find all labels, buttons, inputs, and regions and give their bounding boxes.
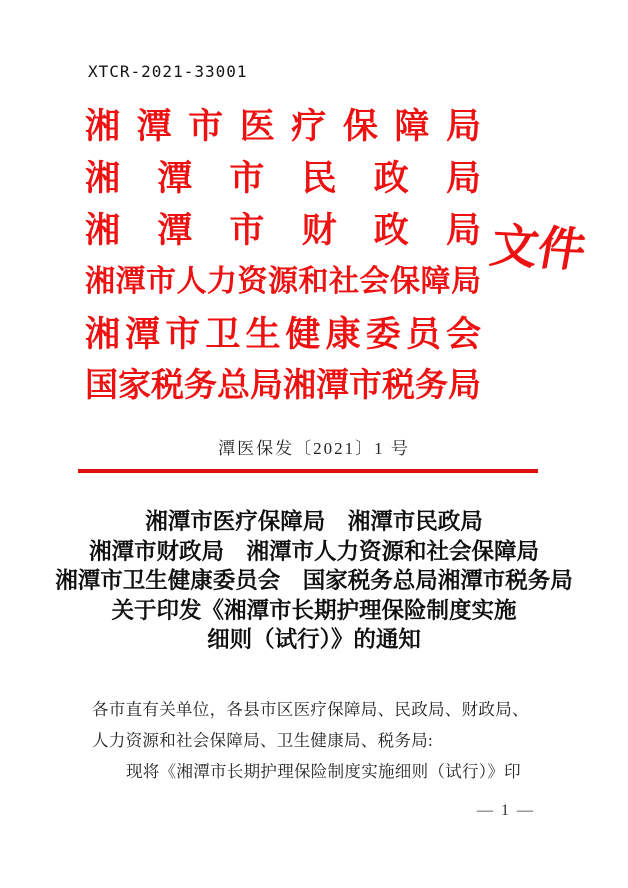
body-line: 现将《湘潭市长期护理保险制度实施细则（试行）》印 [126,762,521,781]
title-line: 湘潭市卫生健康委员会 国家税务总局湘潭市税务局 [55,568,573,593]
agency-line: 湘 潭 市 卫 生 健 康 委 员 会 [85,314,481,354]
body-text [92,694,540,787]
body-line: 各市直有关单位，各县市区医疗保障局、民政局、财政局、 [92,700,529,719]
agency-line: 湘 潭 市 民 政 局 [85,158,481,198]
title-line: 细则（试行）》的通知 [207,627,421,652]
notice-title [0,507,628,655]
agency-line: 湘 潭 市 财 政 局 [85,210,481,250]
doc-code: XTCR-2021-33001 [88,62,248,81]
title-line: 湘潭市医疗保障局 湘潭市民政局 [145,509,483,534]
red-header [85,100,605,412]
agency-line: 湘 潭 市 人 力 资 源 和 社 会 保 障 局 [85,265,481,298]
title-line: 关于印发《湘潭市长期护理保险制度实施 [111,597,517,623]
page-number: — 1 — [477,802,535,819]
title-line: 湘潭市财政局 湘潭市人力资源和社会保障局 [88,538,539,564]
agency-list [85,100,481,412]
agency-line: 湘 潭 市 医 疗 保 障 局 [85,106,481,146]
doc-number: 潭医保发〔2021〕1 号 [218,439,410,458]
red-divider-rule [78,469,538,473]
agency-line: 国 家 税 务 总 局 湘 潭 市 税 务 局 [85,367,481,404]
body-line: 人力资源和社会保障局、卫生健康局、税务局: [92,731,433,750]
wenjian-label: 文件 [486,220,590,278]
